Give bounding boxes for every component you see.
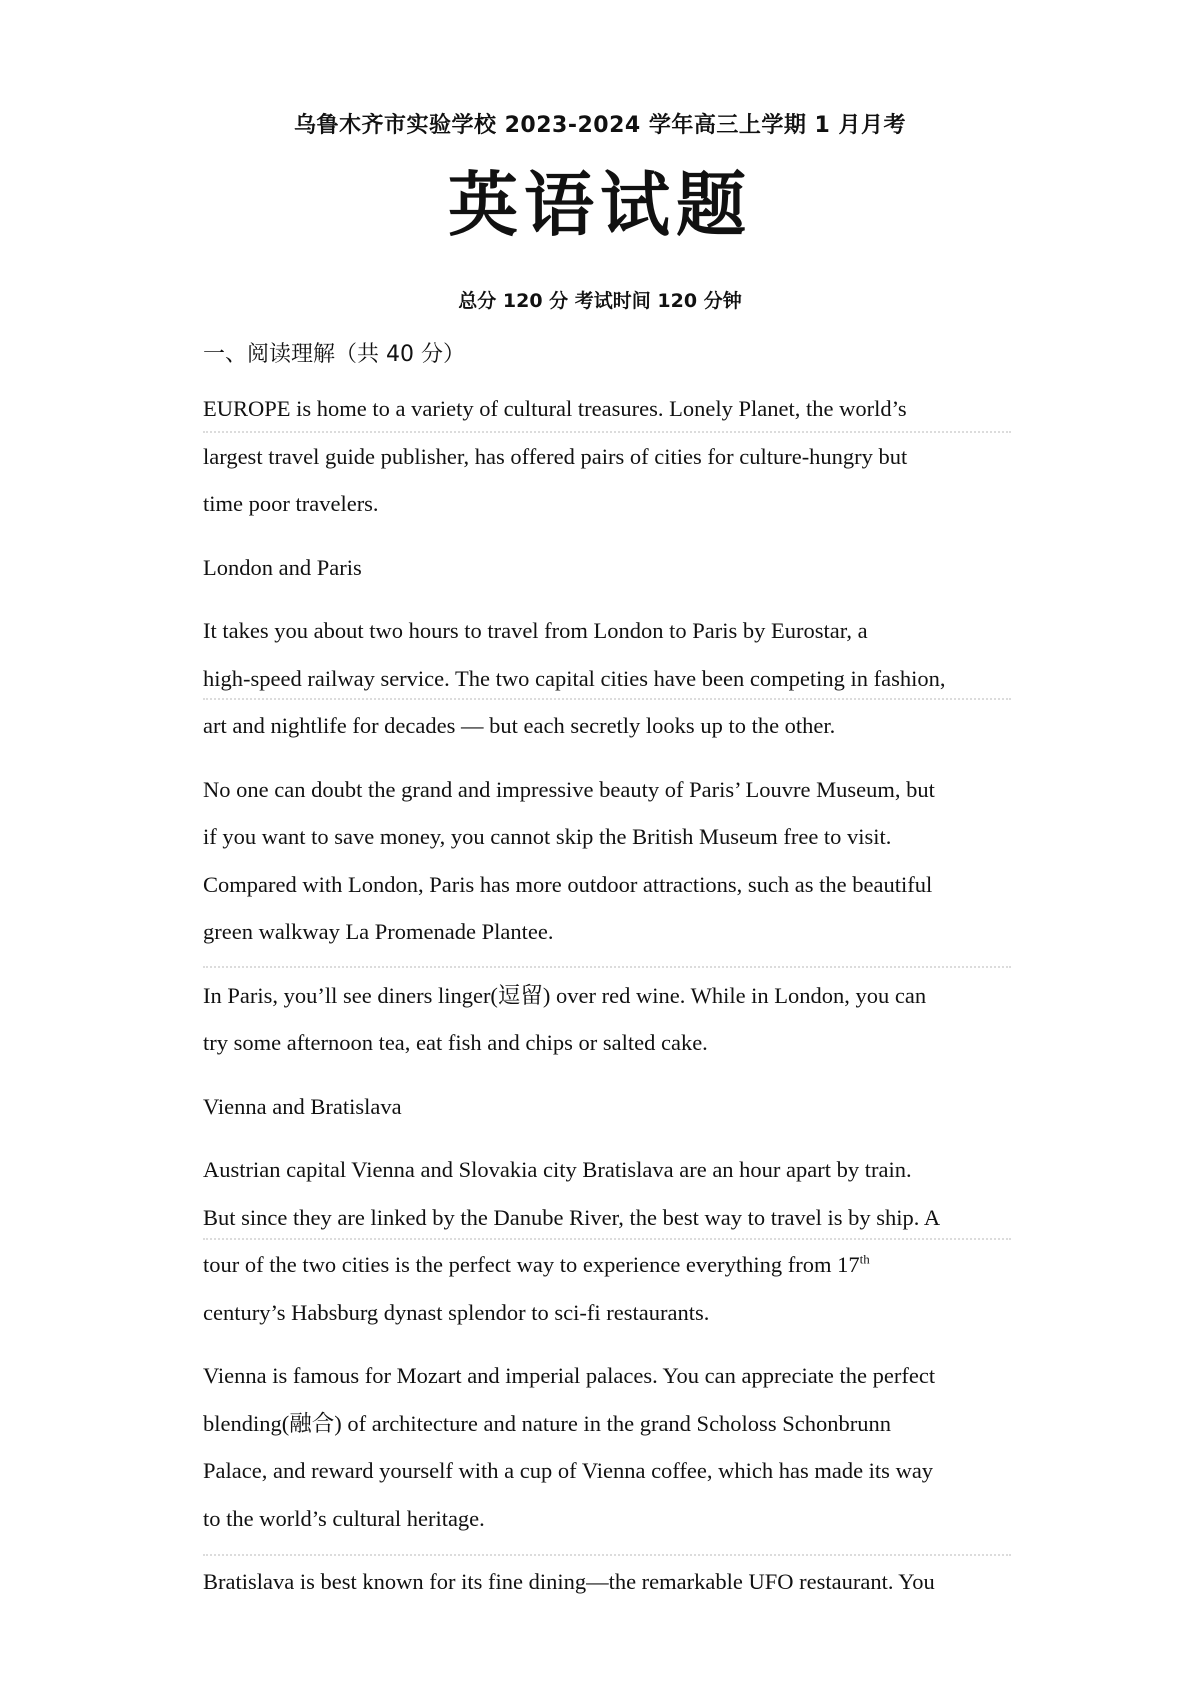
passage-paragraph: EUROPE is home to a variety of cultural treasures. Lonely Planet, the world’s largest travel guide publisher, has offered pairs of cities for culture-hungry but time poor travelers. xyxy=(203,396,908,516)
passage-subheading: Vienna and Bratislava xyxy=(203,1093,402,1119)
passage-paragraph: Vienna is famous for Mozart and imperial palaces. You can appreciate the perfect blending(融合) of architecture and nature in the grand Scholoss Schonbrunn Palace, and reward yourself with a cup of Vienna coffee, which has made its way to the world’s cultural heritage. xyxy=(203,1363,936,1531)
passage-paragraph xyxy=(203,1146,1020,1336)
exam-title: 英语试题 xyxy=(448,163,752,246)
paragraph-text: century’s Habsburg dynast splendor to sci-fi restaurants. xyxy=(203,1299,710,1325)
passage-paragraph: In Paris, you’ll see diners linger(逗留) over red wine. While in London, you can try some afternoon tea, eat fish and chips or salted cake. xyxy=(203,982,927,1055)
passage-paragraph: It takes you about two hours to travel from London to Paris by Eurostar, a high-speed railway service. The two capital cities have been competing in fashion, art and nightlife for decades — but each secretly looks up to the other. xyxy=(203,618,946,738)
passage-subheading: London and Paris xyxy=(203,554,362,580)
ordinal-superscript: th xyxy=(859,1251,870,1267)
passage-paragraph: Bratislava is best known for its fine dining—the remarkable UFO restaurant. You xyxy=(203,1569,935,1594)
paragraph-text: Austrian capital Vienna and Slovakia city Bratislava are an hour apart by train. But since they are linked by the Danube River, the best way to travel is by ship. A tour of the two cities is the perfect way to experience everything from 17 xyxy=(203,1157,941,1277)
school-exam-line: 乌鲁木齐市实验学校 2023-2024 学年高三上学期 1 月月考 xyxy=(293,113,907,138)
score-time-line: 总分 120 分 考试时间 120 分钟 xyxy=(458,290,742,312)
reading-passage xyxy=(203,385,1020,1622)
passage-paragraph: No one can doubt the grand and impressive beauty of Paris’ Louvre Museum, but if you want to save money, you cannot skip the British Museum free to visit. Compared with London, Paris has more outdoor attractions, such as the beautiful green walkway La Promenade Plantee. xyxy=(203,776,935,944)
section-heading-reading: 一、阅读理解（共 40 分） xyxy=(203,342,465,367)
